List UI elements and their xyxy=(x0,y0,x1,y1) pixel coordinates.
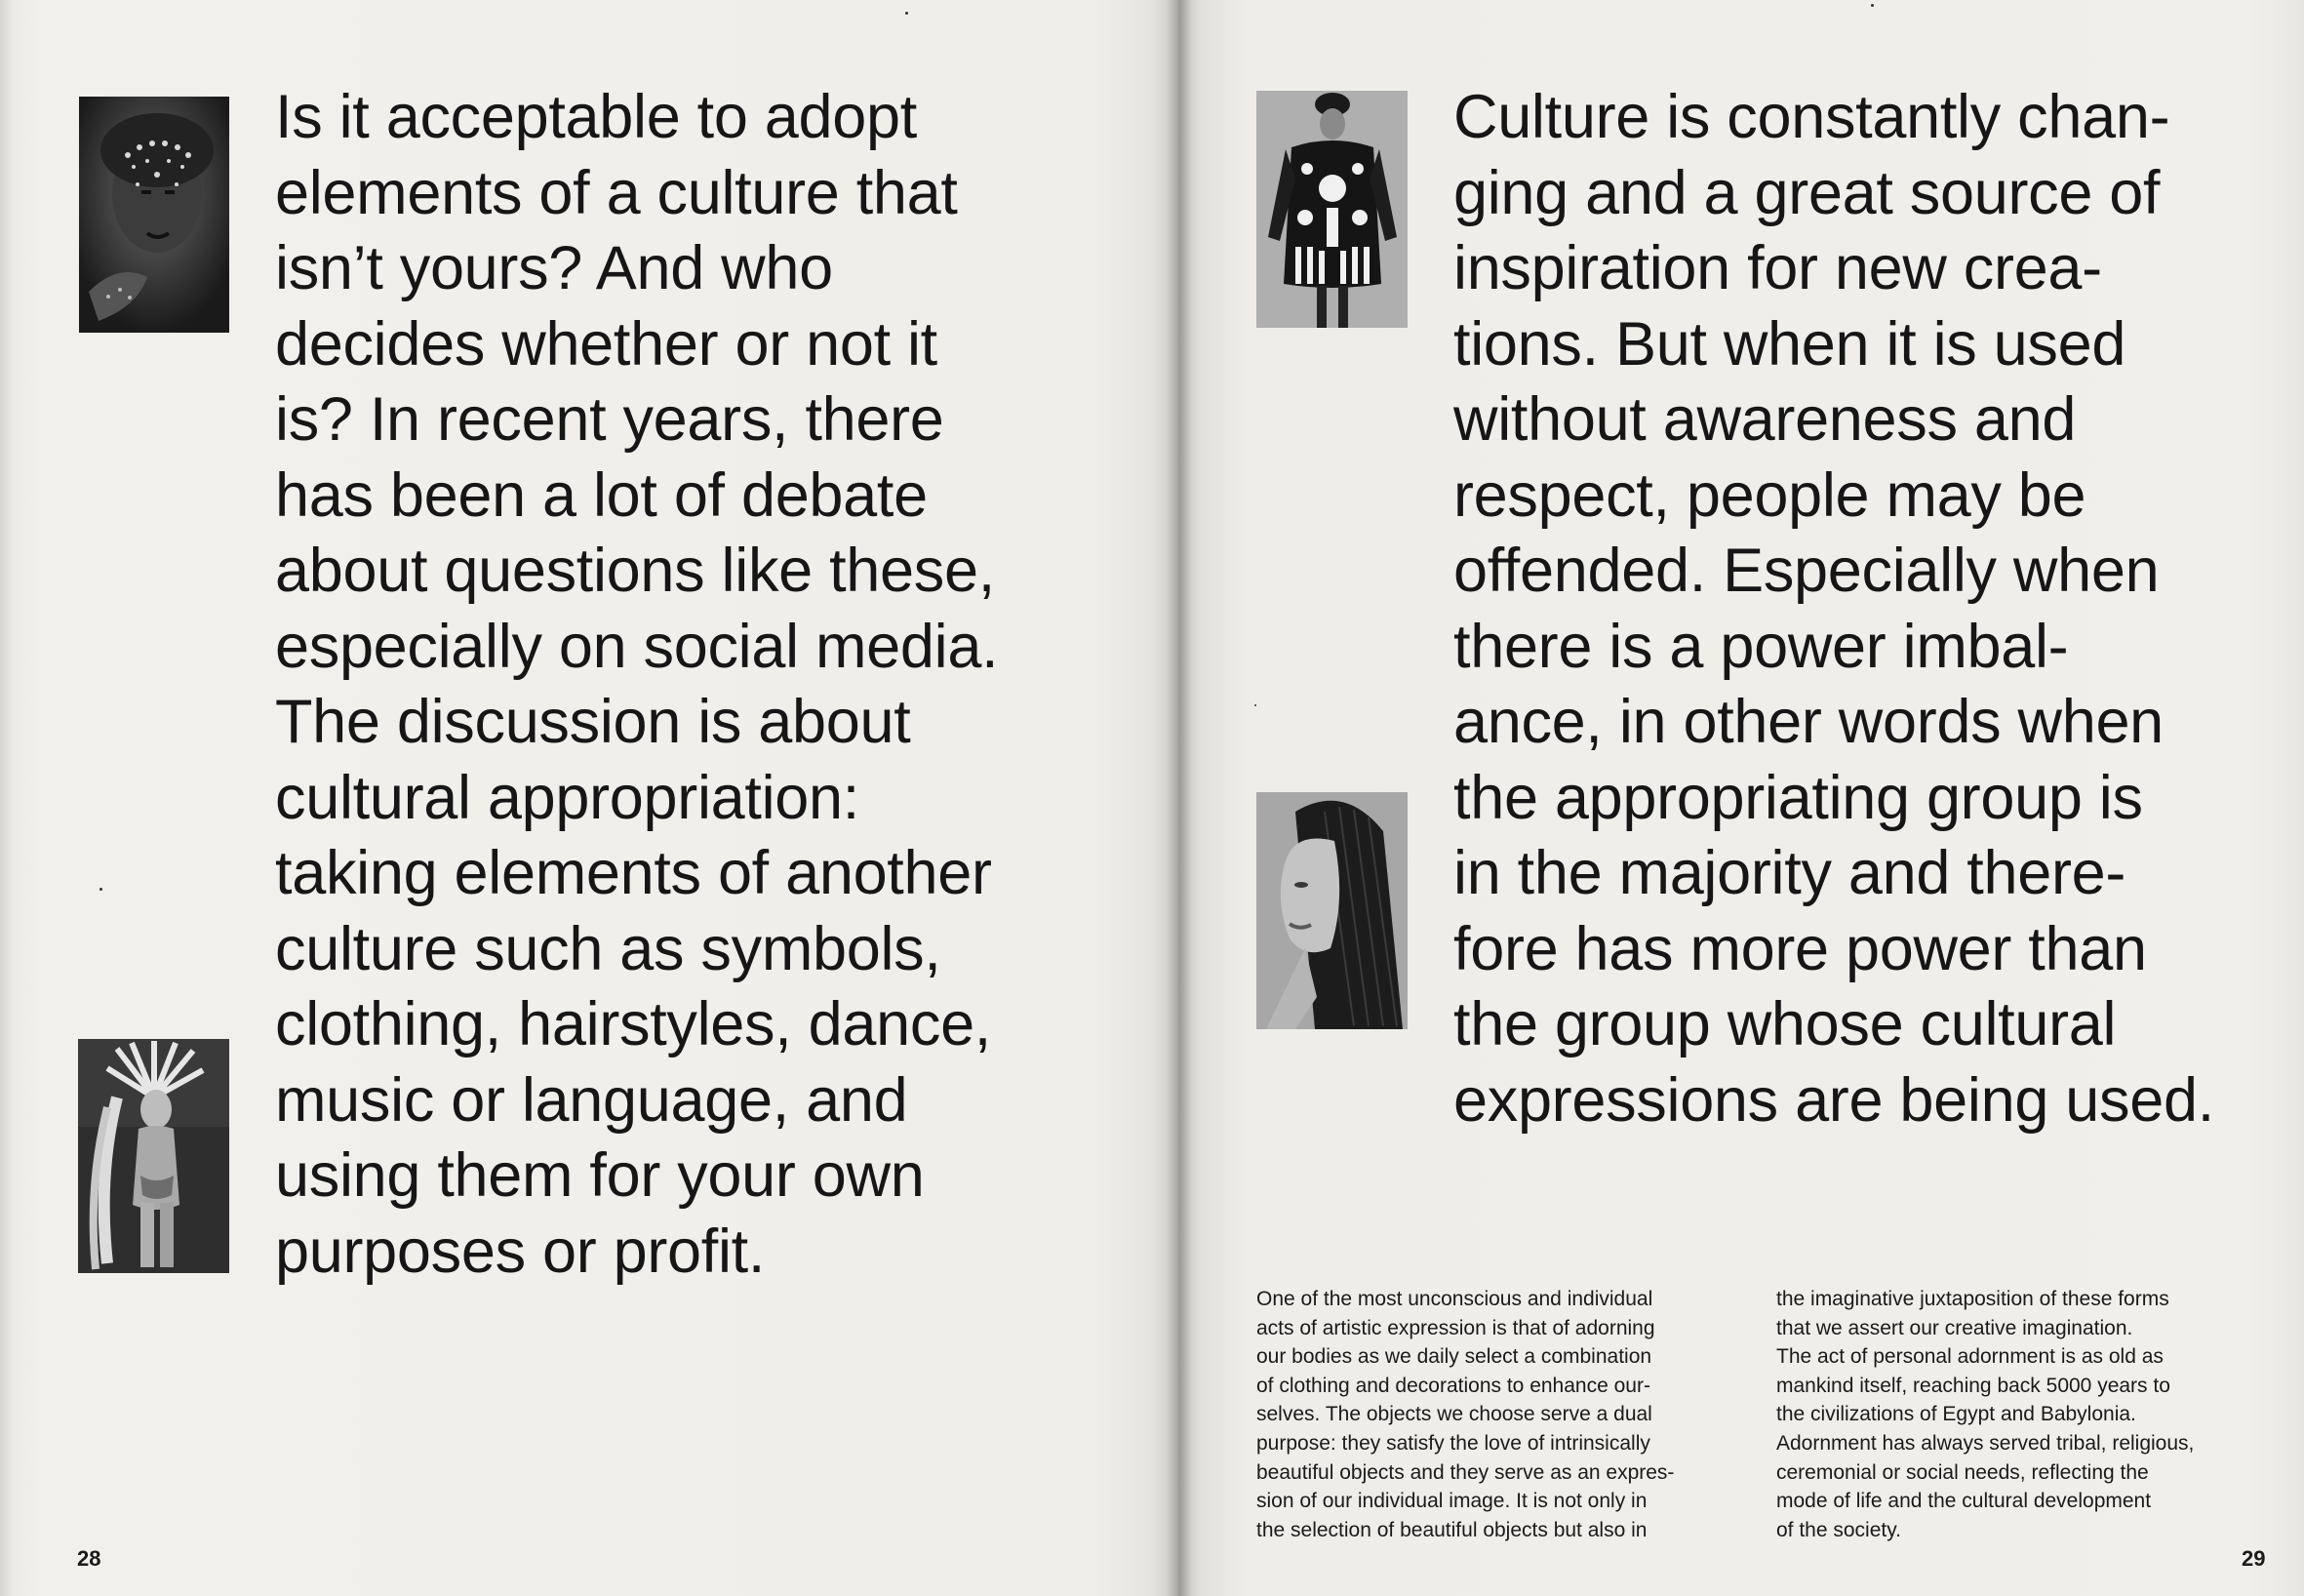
body-line: The act of personal adornment is as old as xyxy=(1776,1345,2164,1369)
main-text-line: culture such as symbols, xyxy=(275,914,941,983)
face-adornment-photo xyxy=(79,97,229,333)
main-text-line: tions. But when it is used xyxy=(1453,309,2126,379)
main-text-line: has been a lot of debate xyxy=(275,460,928,530)
body-line: of the society. xyxy=(1776,1518,1902,1541)
main-text-line: The discussion is about xyxy=(275,688,911,756)
body-line: Adornment has always served tribal, religious, xyxy=(1776,1431,2195,1455)
main-text-line: especially on social media. xyxy=(275,612,999,681)
portrait-photo-icon xyxy=(79,97,229,333)
body-column-2 xyxy=(1776,1285,2194,1544)
main-text-line: using them for your own xyxy=(275,1141,925,1210)
main-text-line: music or language, and xyxy=(275,1065,908,1135)
body-line: that we assert our creative imagination. xyxy=(1776,1316,2133,1339)
paper-speck xyxy=(1871,4,1874,7)
main-text-line: expressions are being used. xyxy=(1453,1065,2214,1135)
feather-headdress-photo xyxy=(78,1039,229,1273)
body-line: beautiful objects and they serve as an expres- xyxy=(1256,1460,1675,1484)
page-number: 28 xyxy=(77,1546,101,1571)
main-text-line: Culture is constantly chan- xyxy=(1453,83,2170,151)
runway-photo-icon xyxy=(1256,91,1408,328)
body-line: the civilizations of Egypt and Babylonia. xyxy=(1776,1403,2136,1426)
main-text-line: without awareness and xyxy=(1453,385,2077,454)
body-line: One of the most unconscious and individual xyxy=(1256,1288,1653,1310)
paper-speck xyxy=(1254,704,1256,706)
body-line: the imaginative juxtaposition of these forms xyxy=(1776,1288,2169,1310)
main-text-line: decides whether or not it xyxy=(275,309,937,379)
body-line: of clothing and decorations to enhance our- xyxy=(1256,1374,1650,1397)
page-number: 29 xyxy=(2242,1546,2266,1571)
main-text-line: Is it acceptable to adopt xyxy=(275,83,917,151)
body-column-1 xyxy=(1256,1285,1674,1544)
right-page xyxy=(1178,0,2304,1596)
main-text-line: respect, people may be xyxy=(1453,460,2086,530)
main-text-line: taking elements of another xyxy=(275,839,992,907)
gutter-shadow xyxy=(1167,0,1192,1596)
braids-photo xyxy=(1256,792,1408,1029)
main-text-line: the appropriating group is xyxy=(1453,763,2143,832)
main-text-line: the group whose cultural xyxy=(1453,990,2117,1058)
main-text-line: purposes or profit. xyxy=(275,1217,766,1286)
paper-speck xyxy=(99,888,102,891)
main-text-line: cultural appropriation: xyxy=(275,763,859,832)
body-line: the selection of beautiful objects but also in xyxy=(1256,1518,1648,1541)
main-text-line: there is a power imbal- xyxy=(1453,612,2069,681)
main-text-line: offended. Especially when xyxy=(1453,537,2160,605)
main-text-line: in the majority and there- xyxy=(1453,839,2126,907)
body-line: ceremonial or social needs, reflecting the xyxy=(1776,1460,2149,1484)
main-text-line: fore has more power than xyxy=(1453,914,2147,983)
body-line: mode of life and the cultural development xyxy=(1776,1490,2152,1513)
main-text-line: inspiration for new crea- xyxy=(1453,234,2102,302)
main-text-line: ance, in other words when xyxy=(1453,688,2164,756)
main-text-line: clothing, hairstyles, dance, xyxy=(275,990,992,1058)
main-text-line: about questions like these, xyxy=(275,537,995,605)
main-text-line: is? In recent years, there xyxy=(275,385,944,454)
main-text xyxy=(1453,80,2214,1138)
portrait-photo-icon xyxy=(1256,792,1408,1029)
body-line: our bodies as we daily select a combination xyxy=(1256,1345,1652,1369)
main-text-line: elements of a culture that xyxy=(275,158,958,227)
main-text-line: isn’t yours? And who xyxy=(275,234,833,302)
body-line: mankind itself, reaching back 5000 years to xyxy=(1776,1374,2170,1397)
beaded-jacket-photo xyxy=(1256,91,1408,328)
body-line: sion of our individual image. It is not only in xyxy=(1256,1490,1648,1513)
main-text xyxy=(275,80,998,1290)
runway-photo-icon xyxy=(78,1039,229,1273)
main-text-line: ging and a great source of xyxy=(1453,158,2161,227)
body-line: purpose: they satisfy the love of intrinsically xyxy=(1256,1431,1650,1455)
body-line: acts of artistic expression is that of adorning xyxy=(1256,1316,1655,1339)
body-line: selves. The objects we choose serve a dual xyxy=(1256,1403,1652,1426)
paper-speck xyxy=(905,12,908,15)
